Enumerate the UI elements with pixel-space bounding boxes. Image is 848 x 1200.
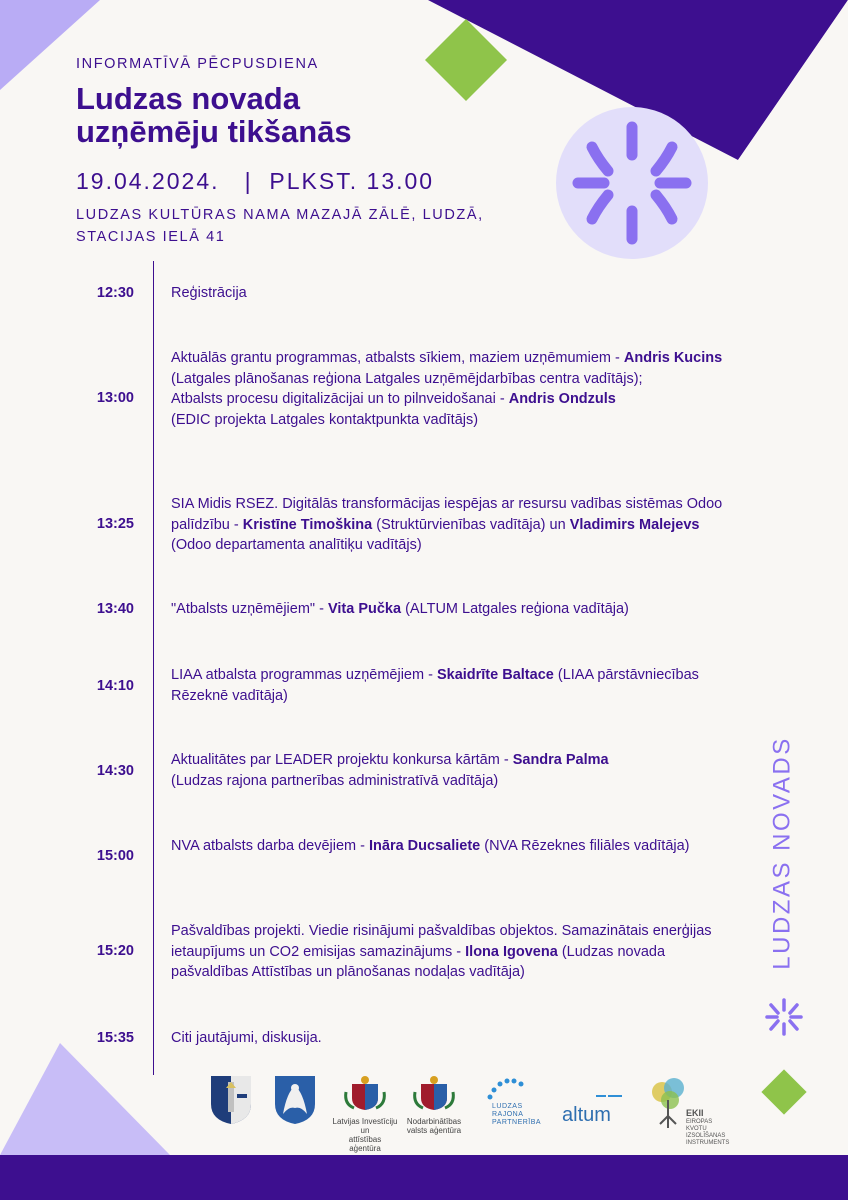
lrp-line-3: PARTNERĪBA [492, 1119, 542, 1126]
liaa-caption-line-2: attīstības aģentūra [348, 1135, 382, 1153]
speaker-name: Kristīne Timoškina [242, 516, 373, 533]
latvia-coat-of-arms-icon [406, 1074, 462, 1112]
asterisk-small-icon [764, 997, 804, 1037]
item-text: Aktuālās grantu programmas, atbalsts sīkiem, maziem uzņēmumiem - [171, 350, 620, 366]
item-text: (Ludzas rajona partnerības administratīvā vadītāja) [171, 772, 499, 789]
speaker-name: Vita Pučka [327, 601, 402, 617]
ludzas-rajona-partneriba-logo [480, 1078, 542, 1127]
item-text: "Atbalsts uzņēmējiem" - [171, 601, 324, 617]
event-venue [76, 204, 484, 248]
item-text: (Ludzas novada pašvaldības Attīstības un plānošanas nodaļas vadītāja) [171, 943, 666, 980]
nva-caption-line-1: Nodarbinātības [406, 1117, 462, 1126]
event-date: 19.04.2024. | PLKST. 13.00 [76, 168, 435, 194]
ekii-caption [686, 1110, 729, 1147]
item-leader [171, 750, 731, 791]
item-grants [171, 348, 731, 430]
time-1430: 14:30 [96, 763, 134, 779]
speaker-name: Ināra Ducsaliete [369, 838, 481, 854]
green-diamond-small [761, 1069, 806, 1114]
ekii-title: EKII [686, 1108, 704, 1118]
partnership-dots-icon [480, 1078, 542, 1104]
item-midis [171, 494, 731, 556]
ludza-coat-of-arms-icon [209, 1074, 253, 1126]
nva-logo [406, 1074, 462, 1135]
liaa-logo [332, 1074, 398, 1153]
item-liaa [171, 665, 731, 706]
liaa-caption [332, 1117, 398, 1153]
item-text: (EDIC projekta Latgales kontaktpunkta vadītājs) [171, 411, 479, 428]
latvia-coat-of-arms-icon [332, 1074, 398, 1112]
lrp-line-2: RAJONA [492, 1111, 524, 1118]
item-text: (ALTUM Latgales reģiona vadītāja) [405, 601, 629, 617]
lrp-line-1: LUDZAS [492, 1103, 523, 1110]
nva-caption-line-2: valsts aģentūra [406, 1126, 462, 1135]
item-altum [171, 599, 731, 620]
corner-triangle-bottom-left [0, 1043, 170, 1155]
speaker-name: Ilona Igovena [465, 943, 558, 960]
nva-caption [406, 1117, 462, 1135]
partnership-caption [480, 1103, 542, 1127]
time-1410: 14:10 [96, 678, 134, 694]
item-municipality [171, 921, 731, 983]
corner-triangle-top-left [0, 0, 100, 90]
item-text: Pašvaldības projekti. Viedie risinājumi pašvaldības objektos. Samazinātais enerģijas ietaupījums un CO2 emisijas samazinājums - [171, 923, 712, 960]
item-text: (NVA Rēzeknes filiāles vadītāja) [484, 838, 690, 854]
side-label-text: LUDZAS NOVADS [769, 735, 796, 970]
speaker-name: Vladimirs Malejevs [569, 516, 700, 533]
ekii-line-3: IZSOLĪŠANAS [686, 1133, 726, 1139]
time-1340: 13:40 [96, 601, 134, 617]
altum-logo [562, 1088, 626, 1127]
time-1535: 15:35 [96, 1030, 134, 1046]
speaker-name: Skaidrīte Baltace [436, 667, 554, 683]
ekii-line-4: INSTRUMENTS [686, 1140, 730, 1146]
time-1230: 12:30 [96, 285, 134, 301]
item-text: Atbalsts procesu digitalizācijai un to pilnveidošanai - [171, 391, 505, 407]
item-text: SIA Midis RSEZ. Digitālās transformācijas iespējas ar resursu vadības sistēmas Odoo palīdzību - [171, 496, 723, 533]
ekii-line-2: EIROPAS KVOTU [686, 1119, 713, 1132]
item-text: Aktualitātes par LEADER projektu konkursa kārtām - [171, 752, 509, 768]
timeline-line [153, 261, 154, 1075]
page-title [76, 82, 352, 148]
time-1500: 15:00 [96, 848, 134, 864]
side-label [763, 720, 803, 985]
venue-line-1: LUDZAS KULTŪRAS NAMA MAZAJĀ ZĀLĒ, LUDZĀ, [76, 207, 484, 223]
time-1325: 13:25 [96, 516, 134, 532]
altum-wordmark: altum [562, 1104, 611, 1126]
item-text: LIAA atbalsta programmas uzņēmējiem - [171, 667, 433, 683]
item-nva [171, 836, 731, 857]
item-text: (Odoo departamenta analītiķu vadītājs) [171, 537, 422, 553]
item-text: (Struktūrvienības vadītāja) un [376, 516, 566, 533]
footer-bar [0, 1155, 848, 1200]
title-line-2: uzņēmēju tikšanās [76, 114, 352, 149]
item-text: NVA atbalsts darba devējiem - [171, 838, 365, 854]
time-1300: 13:00 [96, 390, 134, 406]
asterisk-icon [556, 107, 708, 259]
event-kicker: INFORMATĪVĀ PĒCPUSDIENA [76, 56, 319, 72]
speaker-name: Andris Ondzuls [508, 391, 616, 407]
title-line-1: Ludzas novada [76, 81, 300, 116]
time-1520: 15:20 [96, 943, 134, 959]
latgale-region-coat-of-arms-icon [273, 1074, 317, 1126]
tree-icon [648, 1076, 688, 1132]
altum-bars-icon [562, 1093, 626, 1101]
speaker-name: Sandra Palma [512, 752, 609, 768]
item-text: (LIAA pārstāvniecības Rēzeknē vadītāja) [171, 667, 699, 704]
venue-line-2: STACIJAS IELĀ 41 [76, 229, 226, 245]
item-registration: Reģistrācija [171, 285, 247, 301]
item-text: (Latgales plānošanas reģiona Latgales uzņēmējdarbības centra vadītājs); [171, 370, 643, 387]
item-discussion: Citi jautājumi, diskusija. [171, 1030, 322, 1046]
liaa-caption-line-1: Latvijas Investīciju un [332, 1117, 398, 1135]
speaker-name: Andris Kucins [623, 350, 723, 366]
asterisk-circle [556, 107, 708, 259]
